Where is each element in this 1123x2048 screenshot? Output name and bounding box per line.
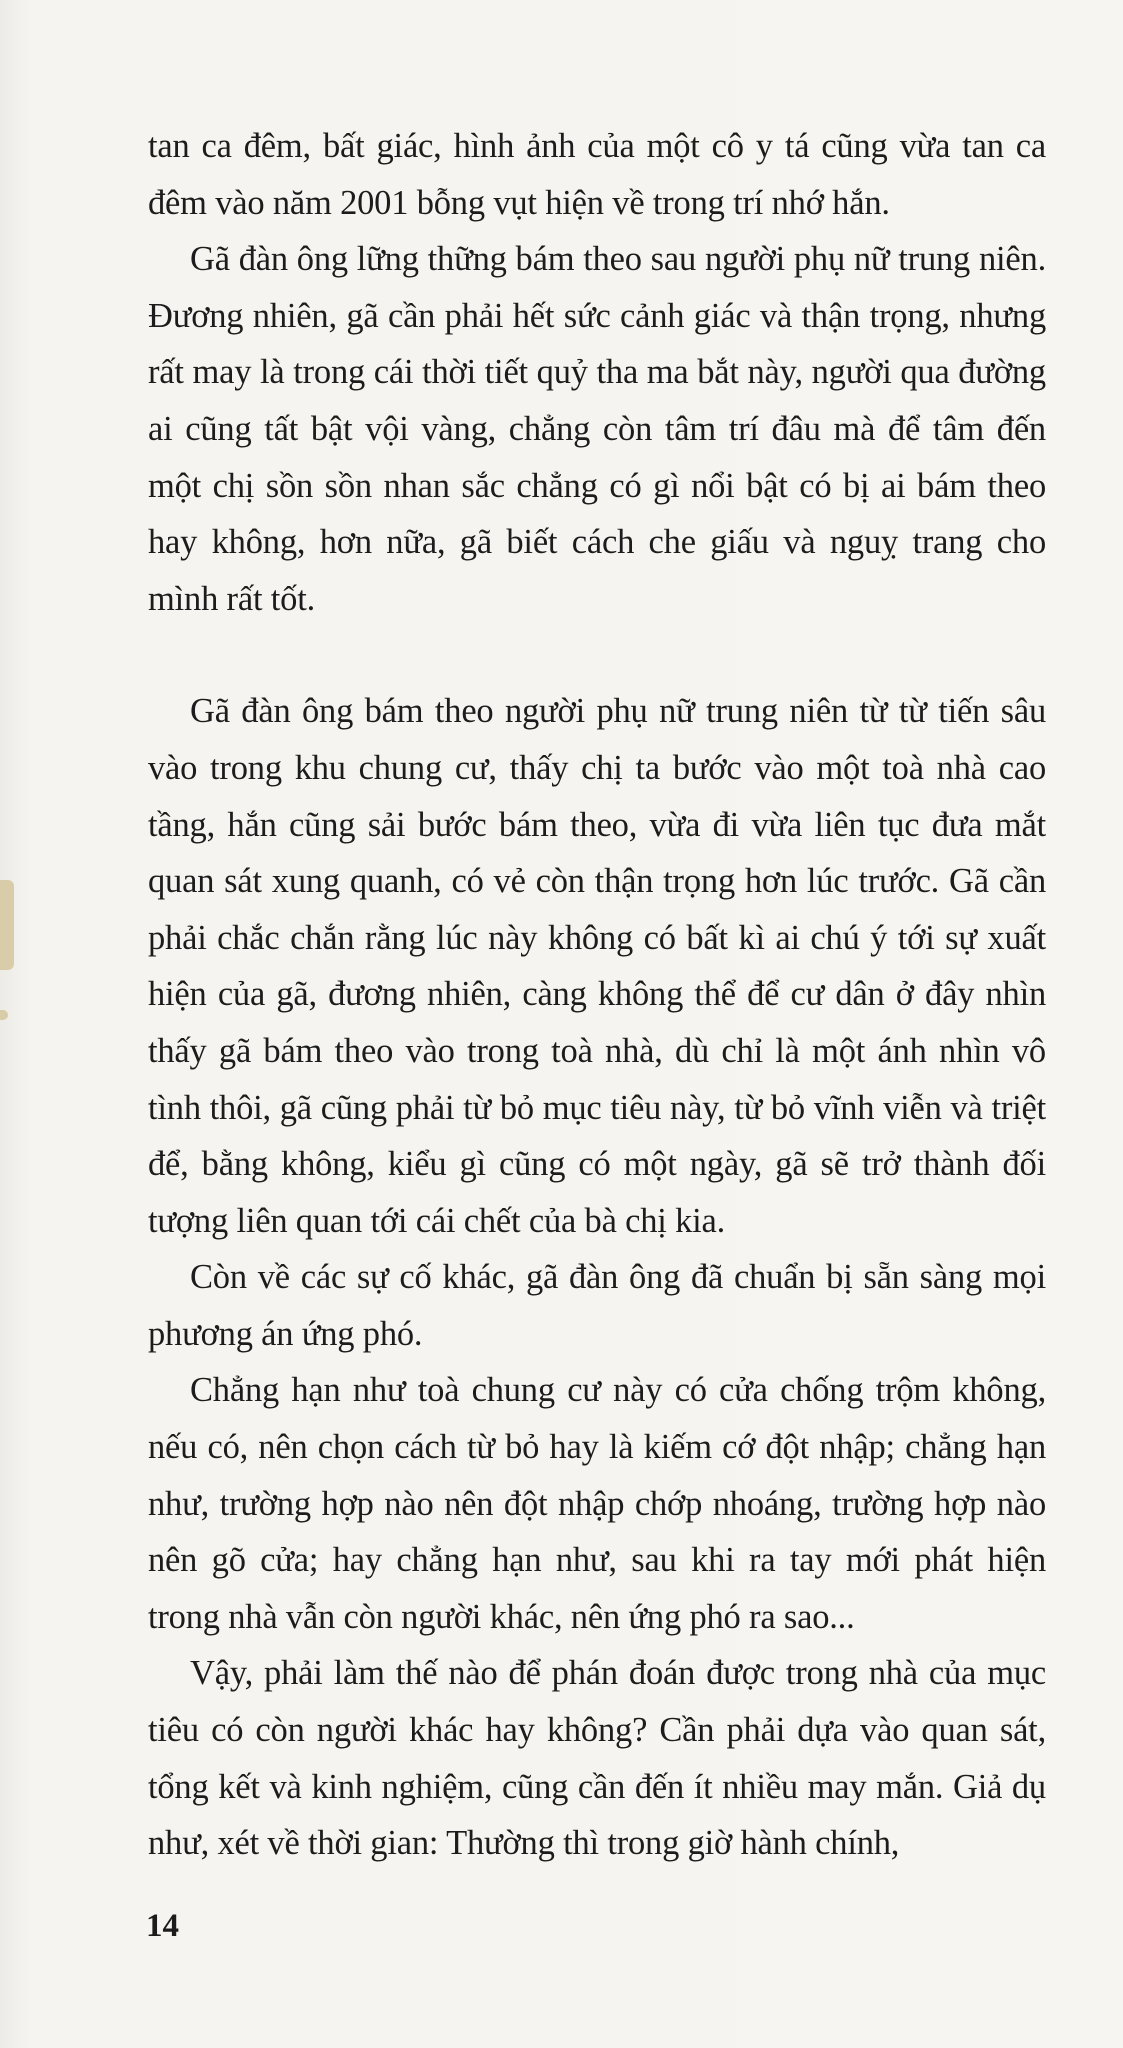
- paragraph-2: Gã đàn ông lững thững bám theo sau người phụ nữ trung niên. Đương nhiên, gã cần phải hết sức cảnh giác và thận trọng, nhưng rất may là trong cái thời tiết quỷ tha ma bắt này, người qua đường ai cũng tất bật vội vàng, chẳng còn tâm trí đâu mà để tâm đến một chị sồn sồn nhan sắc chẳng có gì nổi bật có bị ai bám theo hay không, hơn nữa, gã biết cách che giấu và nguỵ trang cho mình rất tốt.: [148, 240, 1046, 618]
- body-text: [148, 118, 1046, 1872]
- page-number: 14: [146, 1908, 179, 1944]
- paragraph-6: Vậy, phải làm thế nào để phán đoán được trong nhà của mục tiêu có còn người khác hay không? Cần phải dựa vào quan sát, tổng kết và kinh nghiệm, cũng cần đến ít nhiều may mắn. Giả dụ như, xét về thời gian: Thường thì trong giờ hành chính,: [148, 1654, 1046, 1863]
- paragraph-1: tan ca đêm, bất giác, hình ảnh của một cô y tá cũng vừa tan ca đêm vào năm 2001 bỗng vụt hiện về trong trí nhớ hắn.: [148, 127, 1046, 222]
- paragraph-4: Còn về các sự cố khác, gã đàn ông đã chuẩn bị sẵn sàng mọi phương án ứng phó.: [148, 1258, 1046, 1353]
- page-edge-stain: [0, 880, 14, 970]
- paragraph-5: Chẳng hạn như toà chung cư này có cửa chống trộm không, nếu có, nên chọn cách từ bỏ hay là kiếm cớ đột nhập; chẳng hạn như, trường hợp nào nên đột nhập chớp nhoáng, trường hợp nào nên gõ cửa; hay chẳng hạn như, sau khi ra tay mới phát hiện trong nhà vẫn còn người khác, nên ứng phó ra sao...: [148, 1371, 1046, 1636]
- paragraph-3: Gã đàn ông bám theo người phụ nữ trung niên từ từ tiến sâu vào trong khu chung cư, thấy chị ta bước vào một toà nhà cao tầng, hắn cũng sải bước bám theo, vừa đi vừa liên tục đưa mắt quan sát xung quanh, có vẻ còn thận trọng hơn lúc trước. Gã cần phải chắc chắn rằng lúc này không có bất kì ai chú ý tới sự xuất hiện của gã, đương nhiên, càng không thể để cư dân ở đây nhìn thấy gã bám theo vào trong toà nhà, dù chỉ là một ánh nhìn vô tình thôi, gã cũng phải từ bỏ mục tiêu này, từ bỏ vĩnh viễn và triệt để, bằng không, kiểu gì cũng có một ngày, gã sẽ trở thành đối tượng liên quan tới cái chết của bà chị kia.: [148, 692, 1046, 1240]
- page-edge-stain: [0, 1010, 8, 1020]
